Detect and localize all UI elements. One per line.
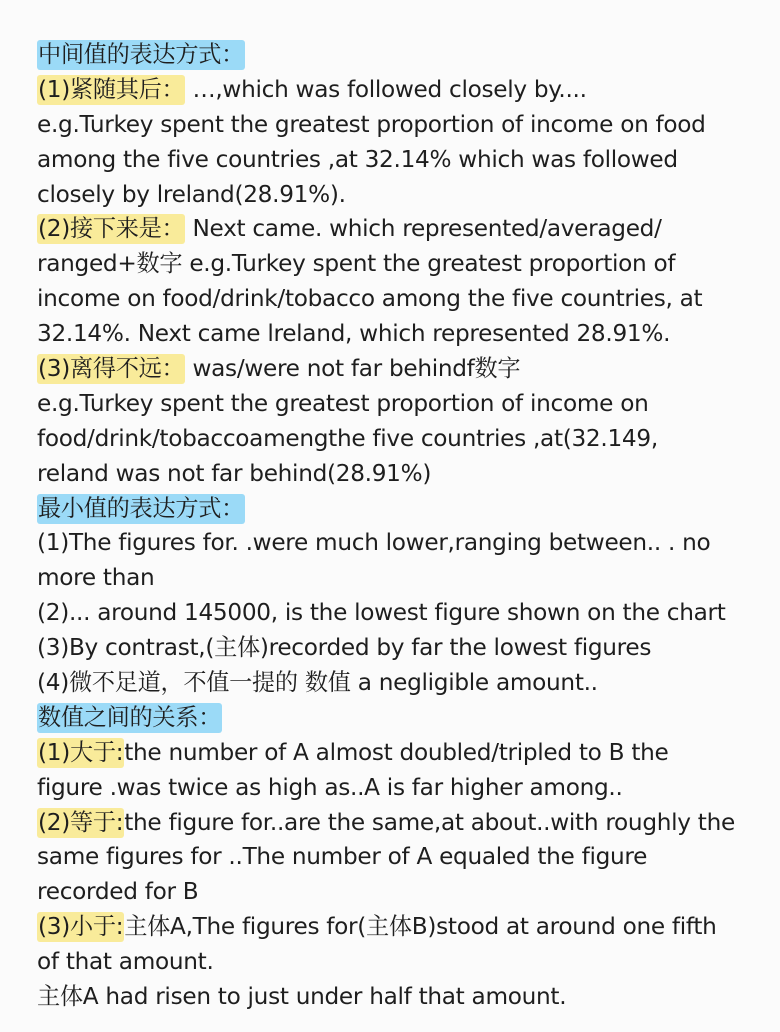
item-text: was/were not far behindf数字 bbox=[185, 355, 521, 383]
section-heading-minimum-values bbox=[37, 492, 757, 527]
example-line: reland was not far behind(28.91%) bbox=[37, 459, 432, 487]
item-text: the figure for..are the same,at about..with roughly the bbox=[124, 808, 735, 836]
section-heading-value-relations bbox=[37, 701, 757, 736]
item-label: (3)离得不远： bbox=[38, 355, 185, 383]
heading-highlight: 最小值的表达方式： bbox=[38, 494, 244, 522]
continuation-line: same figures for ..The number of A equaled the figure bbox=[37, 843, 648, 871]
continuation-line: figure .was twice as high as..A is far higher among.. bbox=[37, 773, 623, 801]
continuation-line: recorded for B bbox=[37, 878, 199, 906]
item-text: …,which was followed closely by.... bbox=[185, 75, 587, 103]
minimum-line: more than bbox=[37, 564, 155, 592]
minimum-line: (2)... around 145000, is the lowest figure shown on the chart bbox=[37, 599, 726, 627]
continuation-line: 主体A had risen to just under half that amount. bbox=[37, 983, 567, 1011]
example-line: closely by lreland(28.91%). bbox=[37, 180, 346, 208]
example-line: income on food/drink/tobacco among the five countries, at bbox=[37, 285, 703, 313]
item-label: (2)等于: bbox=[38, 808, 124, 836]
heading-highlight: 中间值的表达方式： bbox=[38, 41, 244, 68]
heading-highlight: 数值之间的关系： bbox=[38, 703, 222, 731]
example-line: e.g.Turkey spent the greatest proportion of income on bbox=[37, 389, 649, 417]
minimum-line: (4)微不足道，不值一提的 数值 a negligible amount.. bbox=[37, 669, 598, 697]
item-label: (2)接下来是： bbox=[38, 215, 185, 243]
item-greater-than bbox=[37, 736, 757, 771]
notes-page bbox=[37, 38, 757, 1015]
item-follow-closely bbox=[37, 73, 757, 108]
item-label: (3)小于: bbox=[38, 913, 124, 941]
example-line: among the five countries ,at 32.14% which was followed bbox=[37, 145, 678, 173]
item-less-than bbox=[37, 910, 757, 945]
continuation-line: of that amount. bbox=[37, 948, 214, 976]
item-text: Next came. which represented/averaged/ bbox=[185, 215, 662, 243]
example-line: e.g.Turkey spent the greatest proportion of income on food bbox=[37, 110, 706, 138]
item-label: (1)紧随其后： bbox=[38, 75, 185, 103]
example-line: food/drink/tobaccoamengthe five countries ,at(32.149, bbox=[37, 424, 658, 452]
minimum-line: (3)By contrast,(主体)recorded by far the lowest figures bbox=[37, 634, 652, 662]
example-line: 32.14%. Next came lreland, which represented 28.91%. bbox=[37, 320, 671, 348]
item-label: (1)大于: bbox=[38, 738, 124, 766]
item-text: 主体A,The figures for(主体B)stood at around one fifth bbox=[124, 913, 717, 941]
item-equal-to bbox=[37, 806, 757, 841]
item-next-came bbox=[37, 212, 757, 247]
item-text: the number of A almost doubled/tripled to B the bbox=[124, 738, 669, 766]
example-line: ranged+数字 e.g.Turkey spent the greatest proportion of bbox=[37, 250, 676, 278]
section-heading-middle-values bbox=[37, 38, 757, 73]
minimum-line: (1)The figures for. .were much lower,ranging between.. . no bbox=[37, 529, 711, 557]
item-not-far-behind bbox=[37, 352, 757, 387]
